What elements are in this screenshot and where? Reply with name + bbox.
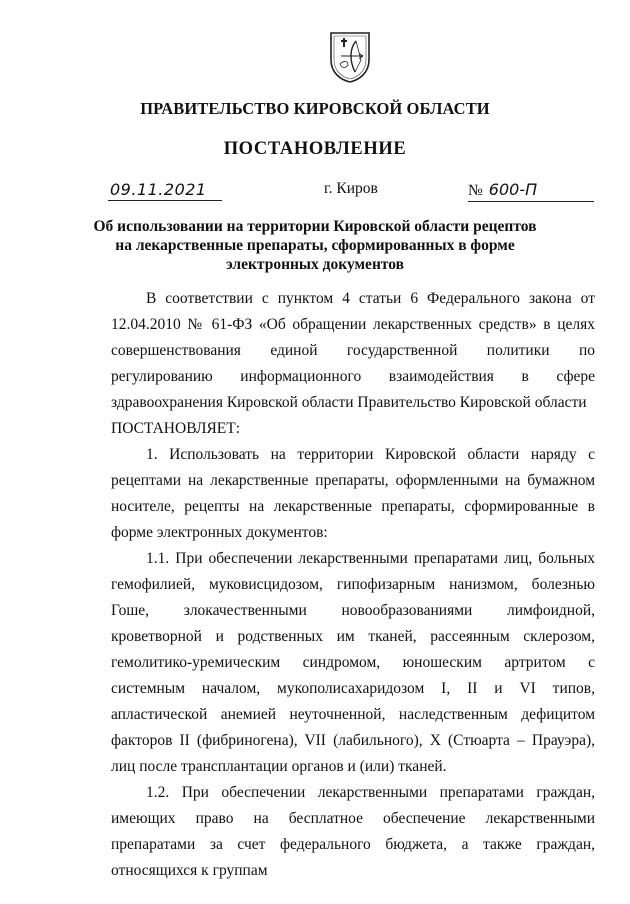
item-1-1-paragraph: 1.1. При обеспечении лекарственными препаратами лиц, больных гемофилией, муковисцидозом, гипофизарным нанизмом, болезнью Гоше, злокачественными новообразованиями лимфоидной, кроветворной и родственных им тканей, рассеянным склерозом, гемолитико-уремическим синдромом, юношеским артритом с системным началом, мукополисахаридозом I, II и VI типов, апластической анемией неуточненной, наследственным дефицитом факторов II (фибриногена), VII (лабильного), X (Стюарта – Прауэра), лиц после трансплантации органов и (или) тканей.	[111, 550, 595, 775]
document-type-title: ПОСТАНОВЛЕНИЕ	[223, 139, 407, 159]
number-value: 600-П	[488, 180, 538, 199]
preamble-paragraph: В соответствии с пунктом 4 статьи 6 Федерального закона от 12.04.2010 № 61-ФЗ «Об обращении лекарственных средств» в целях совершенствования единой государственной политики по регулированию информационного взаимодействия в сфере здравоохранения Кировской области Правительство Кировской области	[111, 290, 595, 411]
decree-word: ПОСТАНОВЛЯЕТ:	[111, 420, 241, 437]
document-subject: Об использовании на территории Кировской области рецептов на лекарственные препараты, сформированных в форме электронных документов	[93, 218, 537, 273]
document-city: г. Киров	[324, 180, 378, 197]
authority-title: ПРАВИТЕЛЬСТВО КИРОВСКОЙ ОБЛАСТИ	[140, 99, 490, 118]
coat-of-arms-icon	[328, 30, 372, 84]
number-sign: №	[468, 182, 483, 199]
document-number	[468, 180, 594, 202]
item-1-paragraph: 1. Использовать на территории Кировской области наряду с рецептами на лекарственные препараты, оформленными на бумажном носителе, рецепты на лекарственные препараты, сформированные в форме электронных документов:	[111, 446, 595, 541]
item-1-2-paragraph: 1.2. При обеспечении лекарственными препаратами граждан, имеющих право на бесплатное обеспечение лекарственными препаратами за счет федерального бюджета, а также граждан, относящихся к группам	[111, 784, 595, 879]
document-date: 09.11.2021	[108, 180, 222, 201]
document-body	[111, 286, 595, 884]
